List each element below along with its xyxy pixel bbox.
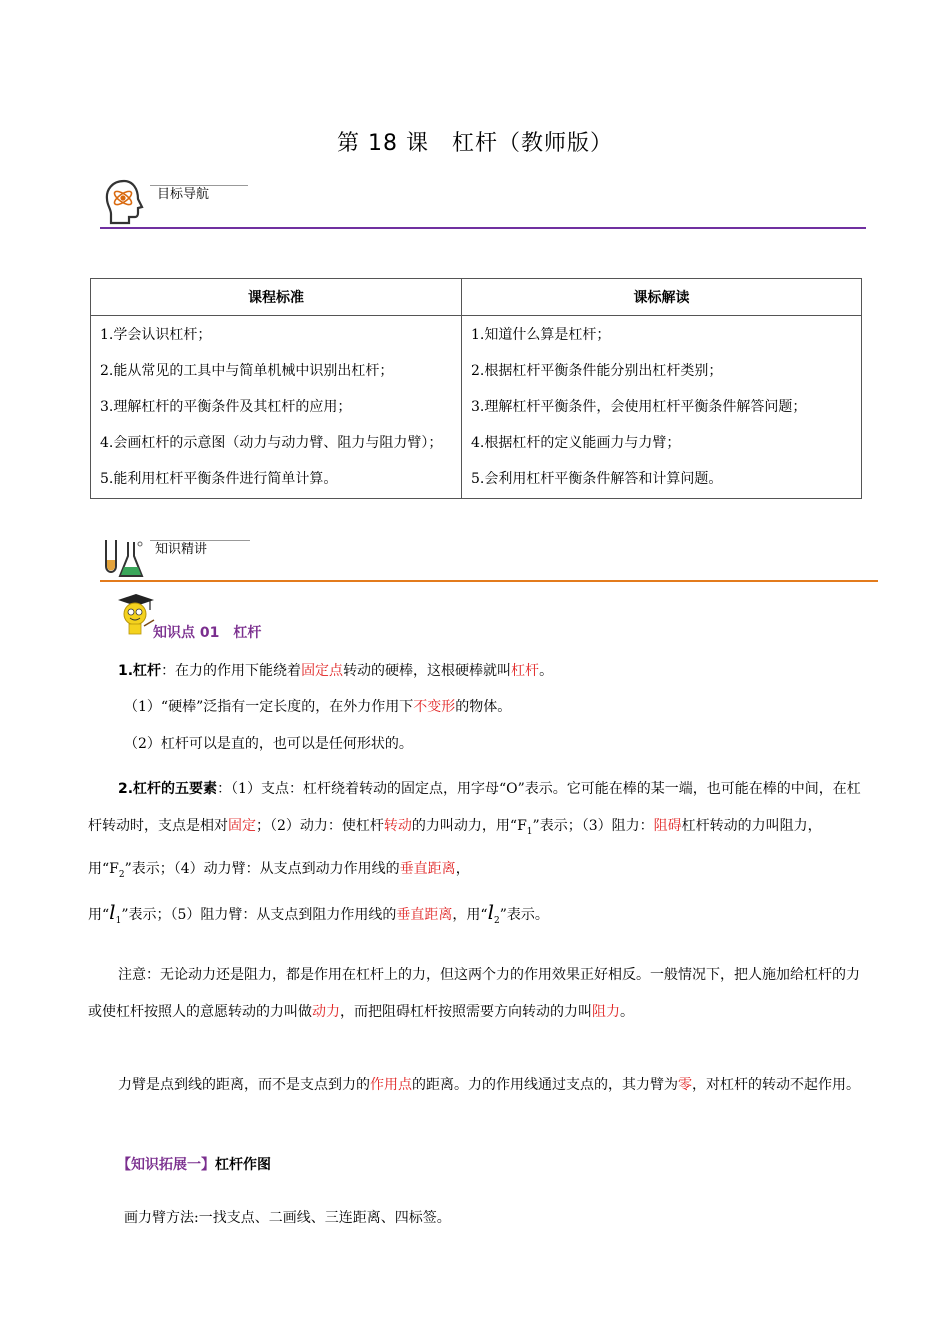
list-item: 5.会利用杠杆平衡条件解答和计算问题。	[471, 471, 723, 487]
table-header-standard: 课程标准	[91, 279, 462, 316]
list-item: 3.理解杠杆的平衡条件及其杠杆的应用；	[100, 399, 352, 415]
paragraph-arm-distance: 力臂是点到线的距离，而不是支点到力的作用点的距离。力的作用线通过支点的，其力臂为零，对杠杆的转动不起作用。	[118, 1077, 860, 1093]
teacher-mascot-icon	[116, 592, 156, 638]
section-label-goals: 目标导航	[157, 187, 210, 202]
term-five-elements: 2.杠杆的五要素	[118, 781, 218, 797]
list-item: 5.能利用杠杆平衡条件进行简单计算。	[100, 471, 338, 487]
symbol-l2: l	[487, 900, 494, 924]
flask-icon	[98, 536, 148, 582]
table-cell-standards	[91, 316, 462, 499]
list-item: 2.根据杠杆平衡条件能分别出杠杆类别；	[471, 363, 723, 379]
section-label-underline	[150, 540, 250, 541]
highlight: 杠杆	[511, 663, 540, 679]
term-lever: 1.杠杆	[118, 663, 162, 679]
paragraph-rigid-rod: （1）“硬棒”泛指有一定长度的，在外力作用下不变形的物体。	[124, 699, 512, 715]
section-label-underline	[150, 185, 248, 186]
extension-heading	[117, 1155, 897, 1175]
highlight: 固定点	[301, 663, 344, 679]
extension-title: 杠杆作图	[215, 1157, 271, 1173]
list-item: 2.能从常见的工具中与简单机械中识别出杠杆；	[100, 363, 394, 379]
highlight: 零	[678, 1077, 692, 1093]
highlight: 垂直距离	[396, 907, 453, 923]
highlight: 不变形	[413, 699, 456, 715]
paragraph-five-elements: 2.杠杆的五要素：（1）支点：杠杆绕着转动的固定点，用字母“O”表示。它可能在棒的某一端，也可能在棒的中间，在杠杆转动时，支点是相对固定；（2）动力：使杠杆转动的力叫动力，用“$F_1$”表示；（3）阻力：阻碍杠杆转动的力叫阻力，用“$F_2$”表示；（4）动力臂：从支点到动力作用线的垂直距离，	[88, 781, 861, 880]
highlight: 动力	[312, 1004, 340, 1020]
highlight: 转动	[383, 818, 412, 834]
list-item: 1.学会认识杠杆；	[100, 327, 212, 343]
list-item: 4.根据杠杆的定义能画力与力臂；	[471, 435, 681, 451]
paragraph-shape: （2）杠杆可以是直的，也可以是任何形状的。	[124, 736, 413, 752]
highlight: 垂直距离	[399, 860, 456, 877]
symbol-l1: l	[109, 900, 116, 924]
highlight: 阻碍	[653, 818, 682, 834]
head-atom-icon	[102, 178, 146, 226]
paragraph-method: 画力臂方法:一找支点、二画线、三连距离、四标签。	[124, 1210, 451, 1226]
page-title: 第 18 课 杠杆（教师版）	[337, 131, 613, 156]
section-divider-orange	[100, 580, 878, 582]
list-item: 4.会画杠杆的示意图（动力与动力臂、阻力与阻力臂）；	[100, 435, 443, 451]
highlight: 作用点	[370, 1077, 412, 1093]
section-divider-purple	[100, 227, 866, 229]
table-cell-interpretation	[462, 316, 862, 499]
list-item: 1.知道什么算是杠杆；	[471, 327, 611, 343]
paragraph-note: 注意：无论动力还是阻力，都是作用在杠杆上的力，但这两个力的作用效果正好相反。一般情况下，把人施加给杠杆的力或使杠杆按照人的意愿转动的力叫做动力，而把阻碍杠杆按照需要方向转动的力叫阻力。	[88, 967, 860, 1020]
extension-label: 【知识拓展一】	[117, 1157, 215, 1173]
highlight: 固定	[228, 818, 256, 834]
knowledge-point-title: 知识点 01 杠杆	[153, 625, 262, 641]
highlight: 阻力	[592, 1004, 620, 1020]
paragraph-arm-symbols: 用“$l_1$”表示；（5）阻力臂：从支点到阻力作用线的垂直距离，用“$l_2$”表示。	[88, 900, 549, 926]
curriculum-table	[90, 278, 862, 499]
table-header-interpretation: 课标解读	[462, 279, 862, 316]
list-item: 3.理解杠杆平衡条件，会使用杠杆平衡条件解答问题；	[471, 399, 807, 415]
paragraph-lever-definition: 1.杠杆：在力的作用下能绕着固定点转动的硬棒，这根硬棒就叫杠杆。	[118, 663, 554, 679]
section-label-knowledge: 知识精讲	[155, 542, 208, 557]
